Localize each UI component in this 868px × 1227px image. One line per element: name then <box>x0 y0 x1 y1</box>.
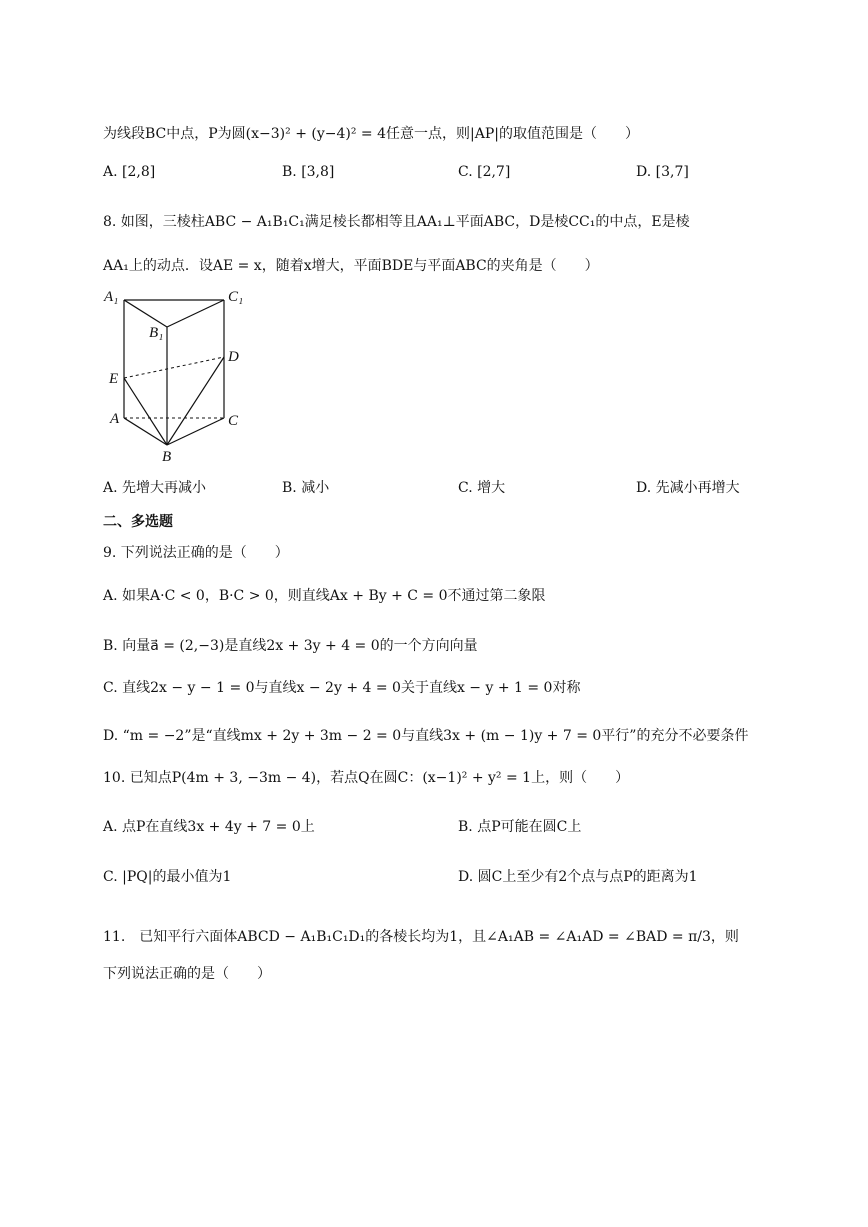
q9-stem: 9. 下列说法正确的是（ ） <box>103 545 289 561</box>
q10-option-b: B. 点P可能在圆C上 <box>458 819 582 835</box>
q7-option-d: D. [3,7] <box>636 164 689 180</box>
q10-option-d: D. 圆C上至少有2个点与点P的距离为1 <box>458 869 698 885</box>
q8-option-d: D. 先减小再增大 <box>636 480 740 496</box>
q8-stem-line1: 8. 如图，三棱柱ABC − A₁B₁C₁满足棱长都相等且AA₁⊥平面ABC，D是棱CC₁的中点，E是棱 <box>103 214 690 230</box>
q8-option-c: C. 增大 <box>458 480 506 496</box>
q7-option-a: A. [2,8] <box>103 164 156 180</box>
q9-option-b: B. 向量a⃗ = (2,−3)是直线2x + 3y + 4 = 0的一个方向向量 <box>103 638 478 654</box>
q11-stem-line2: 下列说法正确的是（ ） <box>103 966 271 982</box>
q9-option-a: A. 如果A·C < 0，B·C > 0，则直线Ax + By + C = 0不通过第二象限 <box>103 588 546 604</box>
q8-option-b: B. 减小 <box>282 480 330 496</box>
q7-option-c: C. [2,7] <box>458 164 511 180</box>
label-b1: B₁ <box>149 325 164 341</box>
section-title: 二、多选题 <box>103 514 173 530</box>
label-e: E <box>109 371 119 387</box>
label-a: A <box>110 411 120 427</box>
q7-option-b: B. [3,8] <box>282 164 335 180</box>
label-d: D <box>228 349 239 365</box>
q11-stem-line1: 11. 已知平行六面体ABCD − A₁B₁C₁D₁的各棱长均为1，且∠A₁AB = ∠A₁AD = ∠BAD = π/3，则 <box>103 929 739 945</box>
label-c1: C₁ <box>228 289 244 305</box>
q10-option-a: A. 点P在直线3x + 4y + 7 = 0上 <box>103 819 315 835</box>
q8-option-a: A. 先增大再减小 <box>103 480 207 496</box>
q9-option-d: D. “m = −2”是“直线mx + 2y + 3m − 2 = 0与直线3x + (m − 1)y + 7 = 0平行”的充分不必要条件 <box>103 728 749 744</box>
q10-stem: 10. 已知点P(4m + 3, −3m − 4)，若点Q在圆C：(x−1)² + y² = 1上，则（ ） <box>103 770 630 786</box>
label-a1: A₁ <box>104 289 119 305</box>
q8-stem-line2: AA₁上的动点．设AE = x，随着x增大，平面BDE与平面ABC的夹角是（ ） <box>103 258 599 274</box>
q10-option-c: C. |PQ|的最小值为1 <box>103 869 232 885</box>
q7-stem: 为线段BC中点，P为圆(x−3)² + (y−4)² = 4任意一点，则|AP|的取值范围是（ ） <box>103 126 639 142</box>
label-b: B <box>162 449 172 465</box>
prism-figure <box>100 285 260 465</box>
q9-option-c: C. 直线2x − y − 1 = 0与直线x − 2y + 4 = 0关于直线x − y + 1 = 0对称 <box>103 680 581 696</box>
label-c: C <box>228 413 239 429</box>
